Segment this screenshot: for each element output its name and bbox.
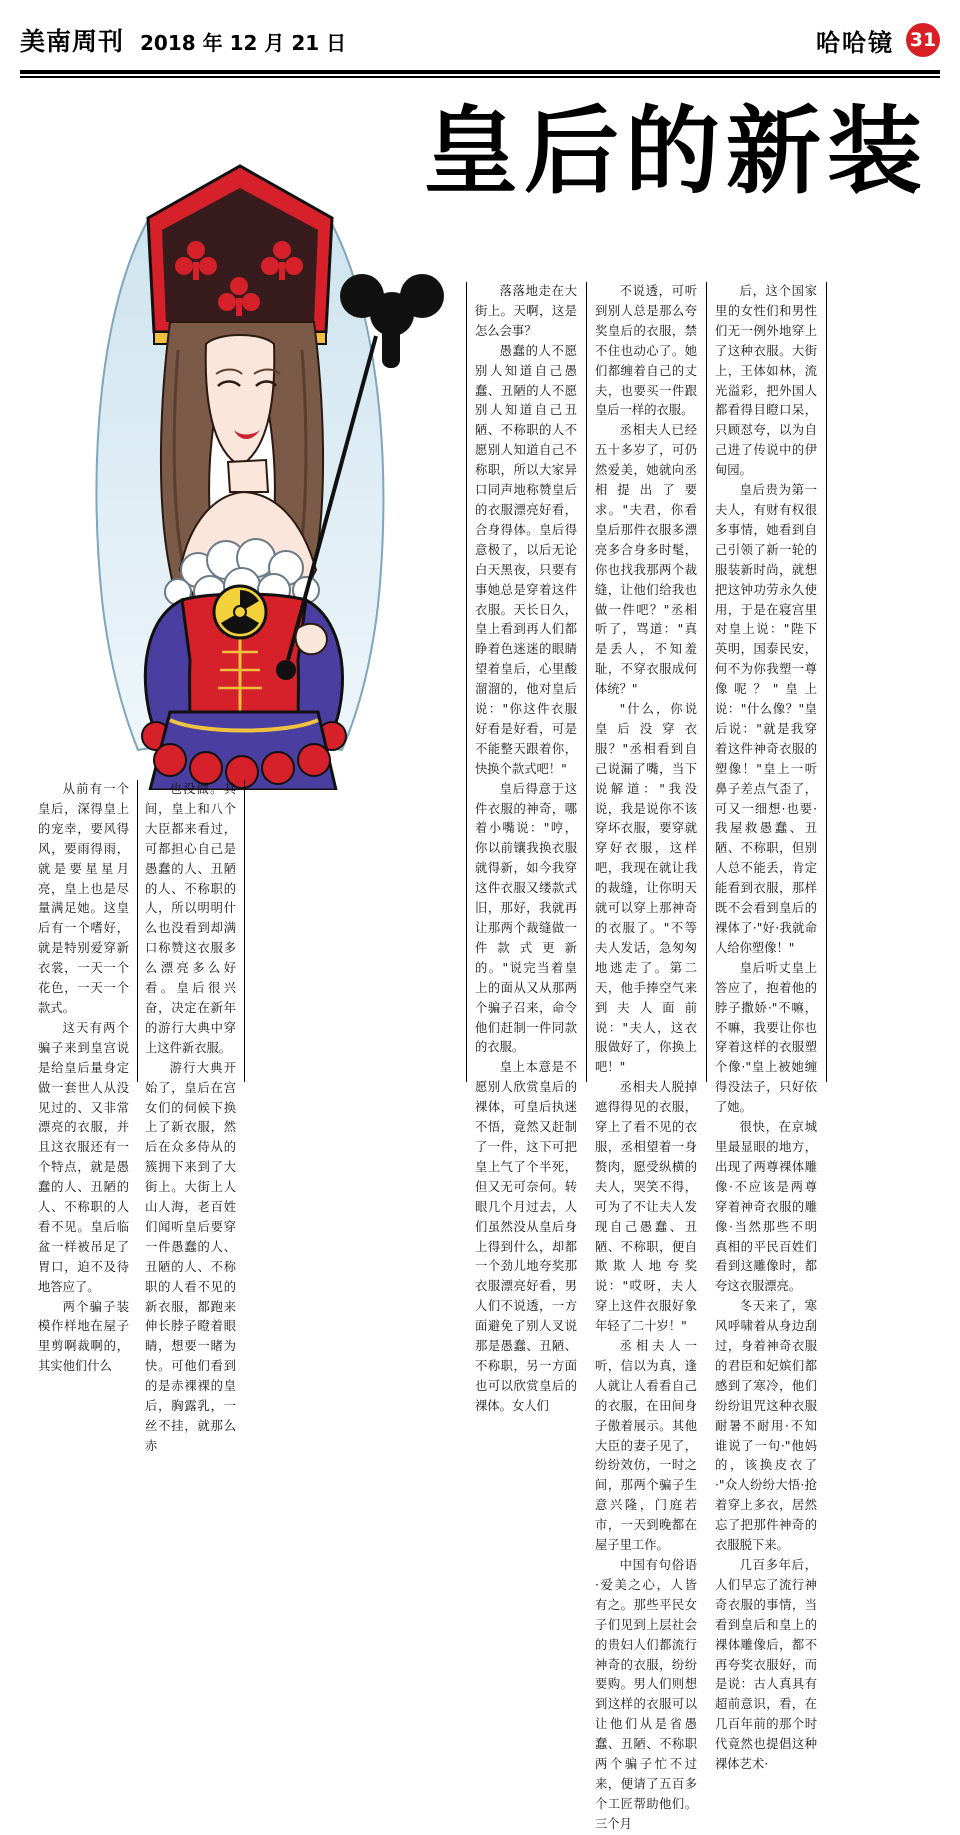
masthead-right (816, 23, 940, 58)
paragraph: 皇上本意是不愿别人欣赏皇后的裸体，可皇后执迷不悟，竟然又赶制了一件，这下可把皇上气了个半死，但又无可奈何。转眼几个月过去，人们虽然没从皇后身上得到什么，却都一个劲儿地夸奖那衣服漂亮好看，男人们不说透，一方面避免了别人叉说那是愚蠢、丑陋、不称职，另一方面也可以欣赏皇后的裸体。女人们 (475, 1060, 577, 1413)
paragraph: "什么，你说皇后没穿衣服？"丞相看到自己说漏了嘴，当下说解道："我没说，我是说你不该穿坏衣服，要穿就穿好衣服，这样吧，我现在就让我的裁缝，让你明天就可以穿上那神奇的衣服了。"不等夫人发话，急匆匆地逃走了。第二天，他手捧空气来到夫人面前说："夫人，这衣服做好了，你换上吧！" (595, 702, 697, 1075)
masthead-left (20, 22, 346, 58)
paragraph: 皇后贵为第一夫人，有财有权很多事情，她看到自己引领了新一轮的服装新时尚，就想把这钟功劳永久使用，于是在寝宫里对皇上说："陛下英明，国泰民安，何不为你我塑一尊像呢？"皇上说："什么像？"皇后说："就是我穿着这件神奇衣服的塑像！"皇上一听鼻子差点气歪了，可又一细想·也要·我屋救愚蠢、丑陋、不称职，但别人总不能丢，肯定能看到衣服，那样既不会看到皇后的裸体了·"好·我就命人给你塑像！" (715, 483, 817, 955)
paper-name: 美南周刊 (20, 27, 125, 56)
column-rule-1 (466, 282, 467, 1082)
paragraph: 游行大典开始了，皇后在宫女们的伺候下换上了新衣服，然后在众多侍从的簇拥下来到了大街上。大街上人山人海，老百姓们闻听皇后要穿一件愚蠢的人、丑陋的人、不称职的人看不见的新衣服，都跑来伸长脖子瞪着眼睛，想要一睹为快。可他们看到的是赤裸裸的皇后，胸露乳，一丝不挂，就那么赤 (145, 1060, 236, 1453)
paragraph: 中国有句俗语·爱美之心，人皆有之。那些平民女子们见到上层社会的贵妇人们都流行神奇的衣服，纷纷要购。男人们则想到这样的衣服可以让他们从是省愚蠢、丑陋、不称职两个骗子忙不过来，便请了五百多个工匠帮助他们。三个月 (595, 1558, 697, 1831)
paragraph: 丞相夫人一听，信以为真，逢人就让人看看自己的衣服，在田间身子傲着展示。其他大臣的妻子见了，纷纷效仿，一时之间，那两个骗子生意兴隆，门庭若市，一天到晚都在屋子里工作。 (595, 1339, 697, 1553)
queen-illustration (30, 100, 450, 790)
column-rule-4 (826, 282, 827, 1082)
paragraph: 不说透，可听到别人总是那么夸奖皇后的衣服，禁不住也动心了。她们都缠着自己的丈夫，也要买一件跟皇后一样的衣服。 (595, 284, 697, 418)
paragraph: 丞相夫人脱掉遮得得见的衣服，穿上了看不见的衣服，丞相望着一身赘肉，愿受纵横的夫人，哭笑不得，可为了不让夫人发现自己愚蠢、丑陋、不称职，便自欺欺人地夸奖说："哎呀，夫人穿上这件衣服好象年轻了二十岁！" (595, 1080, 697, 1334)
paragraph: 落落地走在大街上。天啊，这是怎么会事？ (475, 284, 577, 338)
column-rule-bottom-2 (244, 780, 245, 1082)
masthead (14, 0, 946, 66)
paragraph: 这天有两个骗子来到皇宫说是给皇后量身定做一套世人从没见过的、又非常漂亮的衣服，并且这衣服还有一个特点，就是愚蠢的人、丑陋的人、不称职的人看不见。皇后临盆一样被吊足了胃口，迫不及待地答应了。 (38, 1020, 129, 1294)
paragraph: 也没做。其间，皇上和八个大臣都来看过，可都担心自己是愚蠢的人、丑陋的人、不称职的人，所以明明什么也没看到却满口称赞这衣服多么漂亮多么好看。皇后很兴奋，决定在新年的游行大典中穿上这件新衣服。 (145, 782, 236, 1055)
issue-date: 2018 年 12 月 21 日 (140, 31, 347, 55)
paragraph: 两个骗子装模作样地在屋子里剪啊裁啊的，其实他们什么 (38, 1299, 129, 1374)
article-column-1 (466, 282, 586, 1835)
article-headline: 皇后的新装 (422, 95, 928, 207)
bottom-column-2 (137, 780, 244, 1457)
paragraph: 很快，在京城里最显眼的地方，出现了两尊裸体雕像·不应该是两尊穿着神奇衣服的雕像·当然那些不明真相的平民百姓们看到这雕像时，都夸这衣服漂亮。 (715, 1120, 817, 1294)
paragraph: 丞相夫人已经五十多岁了，可仍然爱美，她就向丞相提出了要求。"夫君，你看皇后那件衣服多漂亮多合身多时髦，你也找我那两个裁缝，让他们给我也做一件吧？"丞相听了，骂道："真是丢人，不知羞耻，不穿衣服成何体统？" (595, 423, 697, 697)
paragraph: 皇后得意于这件衣服的神奇，哪着小嘴说："哼，你以前镶我换衣服就得新，如今我穿这件衣服又缕款式旧，那好，我就再让那两个裁缝做一件款式更新的。"说完当着皇上的面从又从那两个骗子召来，命令他们赶制一件同款的衣服。 (475, 781, 577, 1055)
section-name: 哈哈镜 (816, 28, 894, 57)
bottom-column-1 (30, 780, 137, 1457)
page-number-badge: 31 (906, 23, 940, 57)
paragraph: 愚蠢的人不愿别人知道自己愚蠢、丑陋的人不愿别人知道自己丑陋、不称职的人不愿别人知道自己不称职，所以大家异口同声地称赞皇后的衣服漂亮好看，合身得体。皇后得意极了，以后无论白天黑夜，只要有事她总是穿着这件衣服。天长日久，皇上看到再人们都睁着色迷迷的眼睛望着皇后，心里酸溜溜的，他对皇后说："你这件衣服好看是好看，可是不能整天跟着你，快换个款式吧！" (475, 343, 577, 776)
column-rule-bottom-1 (137, 780, 138, 1082)
column-rule-3 (706, 282, 707, 1082)
paragraph: 几百多年后，人们早忘了流行神奇衣服的事情，当看到皇后和皇上的裸体雕像后，都不再夸奖衣服好，而是说：古人真具有超前意识，看，在几百年前的那个时代竟然也提倡这种裸体艺术· (715, 1558, 817, 1772)
column-rule-2 (586, 282, 587, 1082)
paragraph: 皇后听丈皇上答应了，抱着他的脖子撒娇·"不嘛，不嘛，我要让你也穿着这样的衣服塑个像·"皇上被她缠得没法子，只好依了她。 (715, 960, 817, 1115)
paragraph: 冬天来了，寒风呼啸着从身边刮过，身着神奇衣服的君臣和妃嫔们都感到了寒冷，他们纷纷诅咒这种衣服耐暑不耐用·不知谁说了一句·"他妈的，该换皮衣了·"众人纷纷大悟·抢着穿上多衣，居然忘了把那件神奇的衣服脱下来。 (715, 1299, 817, 1553)
masthead-rule-thick (20, 70, 940, 74)
article-column-3 (706, 282, 826, 1835)
paragraph: 从前有一个皇后，深得皇上的宠幸，要风得风，要雨得雨，就是要星星月亮，皇上也是尽量满足她。这皇后有一个嗜好，就是特别爱穿新衣裳，一天一个花色，一天一个款式。 (38, 782, 129, 1015)
bottom-left-columns (30, 780, 460, 1457)
paragraph: 后，这个国家里的女性们和男性们无一例外地穿上了这种衣服。大街上，王体如林，流光溢彩，把外国人都看得目瞪口呆，只顾怼夸，以为自己进了传说中的伊甸园。 (715, 284, 817, 478)
article-column-2 (586, 282, 706, 1835)
